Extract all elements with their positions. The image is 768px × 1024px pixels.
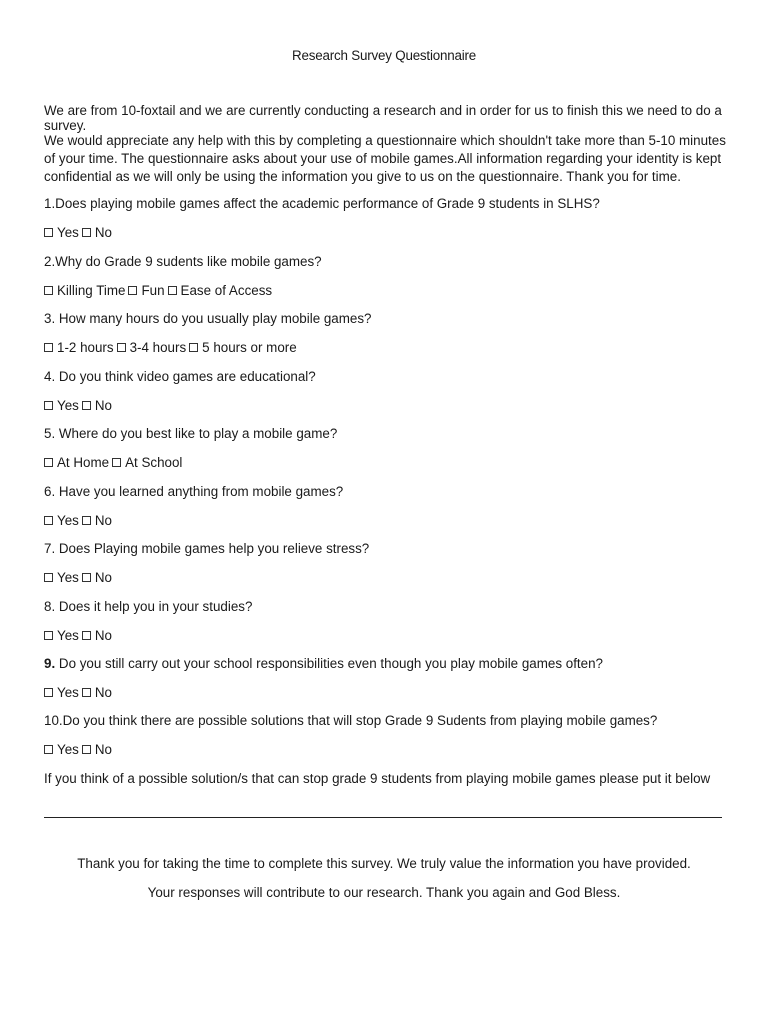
option-checkbox[interactable]: 1-2 hours [44,340,114,355]
option-checkbox[interactable]: Yes [44,742,79,757]
intro-paragraph-1: We are from 10-foxtail and we are currently conducting a research and in order for us to finish this we need to do a survey. [44,103,722,133]
option-checkbox[interactable]: 5 hours or more [189,340,297,355]
question-1-options [44,225,734,240]
option-checkbox[interactable]: Yes [44,513,79,528]
checkbox-icon [44,745,53,754]
option-checkbox[interactable]: Yes [44,570,79,585]
option-checkbox[interactable]: Yes [44,398,79,413]
checkbox-icon [44,573,53,582]
question-6: 6. Have you learned anything from mobile games? [44,484,344,499]
question-8-options [44,628,734,643]
option-checkbox[interactable]: No [82,628,112,643]
checkbox-icon [44,343,53,352]
checkbox-icon [82,401,91,410]
checkbox-icon [44,631,53,640]
option-checkbox[interactable]: Yes [44,225,79,240]
checkbox-icon [82,516,91,525]
question-1: 1.Does playing mobile games affect the academic performance of Grade 9 students in SLHS? [44,196,600,211]
answer-line[interactable] [44,817,722,818]
checkbox-icon [44,401,53,410]
checkbox-icon [117,343,126,352]
intro-paragraph-2: We would appreciate any help with this by completing a questionnaire which shouldn't take more than 5-10 minutes of your time. The questionnaire asks about your use of mobile games.All information regarding your identity is kept confidential as we will only be using the information you give to us on the questionnaire. Thank you for time. [44,133,726,184]
question-9-number: 9. [44,656,56,671]
question-7: 7. Does Playing mobile games help you relieve stress? [44,541,370,556]
question-4: 4. Do you think video games are educational? [44,369,316,384]
checkbox-icon [44,286,53,295]
option-checkbox[interactable]: No [82,742,112,757]
question-2-options [44,283,734,298]
option-checkbox[interactable]: No [82,398,112,413]
page-title: Research Survey Questionnaire [292,48,476,63]
checkbox-icon [82,228,91,237]
question-10: 10.Do you think there are possible solutions that will stop Grade 9 Sudents from playing mobile games? [44,713,658,728]
closing-line-2: Your responses will contribute to our research. Thank you again and God Bless. [147,885,621,900]
checkbox-icon [44,228,53,237]
checkbox-icon [82,631,91,640]
checkbox-icon [189,343,198,352]
question-5: 5. Where do you best like to play a mobile game? [44,426,338,441]
question-5-options [44,455,734,470]
question-9-text: Do you still carry out your school responsibilities even though you play mobile games often? [55,656,603,671]
option-checkbox[interactable]: No [82,513,112,528]
question-4-options [44,398,734,413]
checkbox-icon [82,573,91,582]
option-checkbox[interactable]: At School [112,455,182,470]
checkbox-icon [44,458,53,467]
question-3: 3. How many hours do you usually play mobile games? [44,311,372,326]
option-checkbox[interactable]: No [82,570,112,585]
question-2: 2.Why do Grade 9 sudents like mobile games? [44,254,322,269]
checkbox-icon [82,688,91,697]
option-checkbox[interactable]: Ease of Access [168,283,273,298]
question-9 [44,656,734,671]
option-checkbox[interactable]: Killing Time [44,283,125,298]
checkbox-icon [82,745,91,754]
option-checkbox[interactable]: No [82,225,112,240]
question-3-options [44,340,734,355]
checkbox-icon [44,688,53,697]
question-9-options [44,685,734,700]
question-8: 8. Does it help you in your studies? [44,599,253,614]
question-10-options [44,742,734,757]
option-checkbox[interactable]: No [82,685,112,700]
solution-prompt: If you think of a possible solution/s that can stop grade 9 students from playing mobile games please put it below [44,771,711,786]
checkbox-icon [168,286,177,295]
checkbox-icon [128,286,137,295]
option-checkbox[interactable]: At Home [44,455,109,470]
closing-line-1: Thank you for taking the time to complete this survey. We truly value the information you have provided. [77,856,691,871]
option-checkbox[interactable]: Fun [128,283,164,298]
option-checkbox[interactable]: 3-4 hours [117,340,187,355]
option-checkbox[interactable]: Yes [44,628,79,643]
question-6-options [44,513,734,528]
checkbox-icon [44,516,53,525]
question-7-options [44,570,734,585]
option-checkbox[interactable]: Yes [44,685,79,700]
checkbox-icon [112,458,121,467]
